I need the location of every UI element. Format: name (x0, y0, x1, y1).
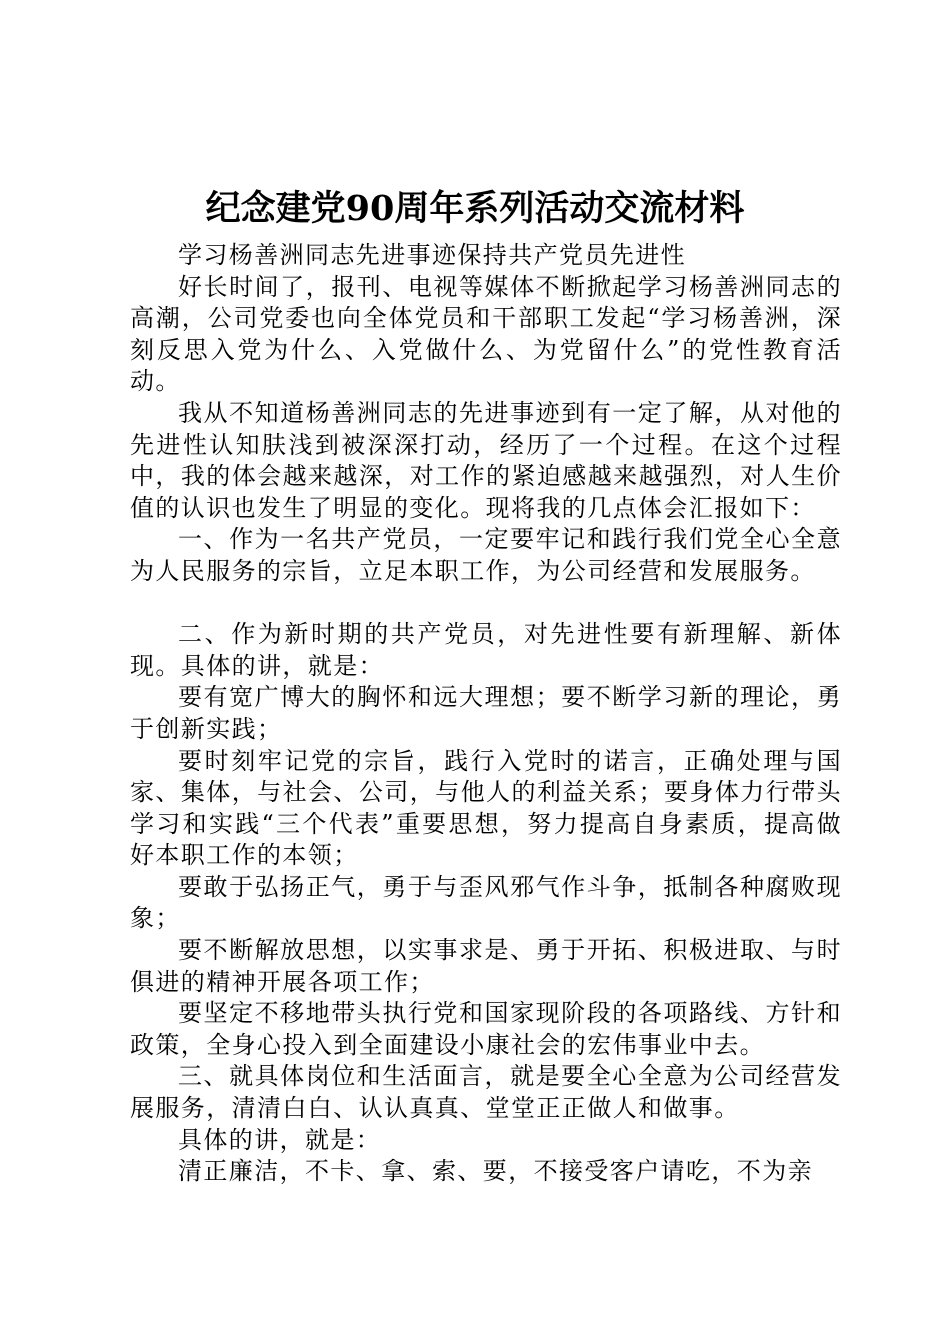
body-paragraph: 要敢于弘扬正气，勇于与歪风邪气作斗争，抵制各种腐败现象； (130, 872, 842, 933)
body-paragraph: 三、就具体岗位和生活面言，就是要全心全意为公司经营发展服务，清清白白、认认真真、堂堂正正做人和做事。 (130, 1062, 842, 1123)
body-paragraph: 好长时间了，报刊、电视等媒体不断掀起学习杨善洲同志的高潮，公司党委也向全体党员和干部职工发起“学习杨善洲，深刻反思入党为什么、入党做什么、为党留什么”的党性教育活动。 (130, 272, 842, 396)
body-paragraph: 要时刻牢记党的宗旨，践行入党时的诺言，正确处理与国家、集体，与社会、公司，与他人的利益关系；要身体力行带头学习和实践“三个代表”重要思想，努力提高自身素质，提高做好本职工作的本领； (130, 746, 842, 870)
subtitle-paragraph: 学习杨善洲同志先进事迹保持共产党员先进性 (178, 241, 686, 269)
body-paragraph: 我从不知道杨善洲同志的先进事迹到有一定了解，从对他的先进性认知肤浅到被深深打动，经历了一个过程。在这个过程中，我的体会越来越深，对工作的紧迫感越来越强烈，对人生价值的认识也发生了明显的变化。现将我的几点体会汇报如下： (130, 398, 842, 522)
body-paragraph: 要有宽广博大的胸怀和远大理想；要不断学习新的理论，勇于创新实践； (130, 683, 842, 743)
body-paragraph: 二、作为新时期的共产党员，对先进性要有新理解、新体现。具体的讲，就是： (130, 620, 842, 680)
body-paragraph: 清正廉洁，不卡、拿、索、要，不接受客户请吃，不为亲 (178, 1157, 813, 1186)
body-paragraph: 要不断解放思想，以实事求是、勇于开拓、积极进取、与时俱进的精神开展各项工作； (130, 936, 842, 996)
body-paragraph: 具体的讲，就是： (178, 1125, 382, 1154)
body-paragraph: 一、作为一名共产党员，一定要牢记和践行我们党全心全意为人民服务的宗旨，立足本职工作，为公司经营和发展服务。 (130, 525, 842, 585)
document-body (130, 240, 842, 1188)
blank-line (130, 588, 842, 620)
document-title: 纪念建党90周年系列活动交流材料 (205, 188, 745, 229)
body-paragraph: 要坚定不移地带头执行党和国家现阶段的各项路线、方针和政策，全身心投入到全面建设小康社会的宏伟事业中去。 (130, 999, 842, 1059)
